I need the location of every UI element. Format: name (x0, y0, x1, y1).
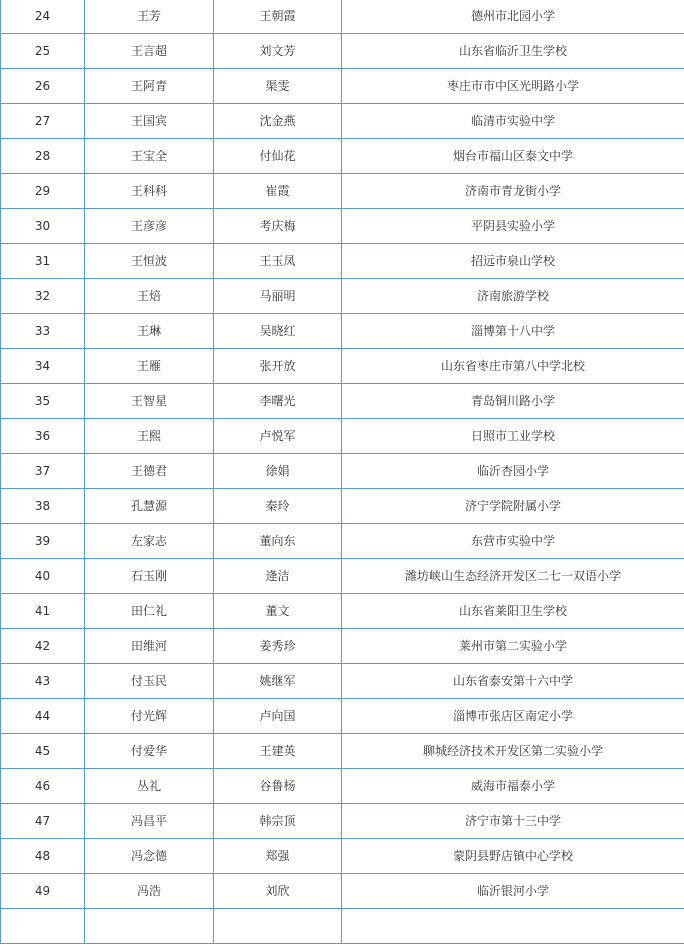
school-cell: 平阴县实验小学 (342, 209, 684, 244)
name-cell: 田维河 (85, 629, 214, 664)
mentor-cell: 崔霞 (214, 174, 342, 209)
table-row (1, 139, 684, 174)
mentor-cell (214, 909, 342, 944)
table-row (1, 174, 684, 209)
school-cell: 潍坊峡山生态经济开发区二七一双语小学 (342, 559, 684, 594)
name-cell: 王芳 (85, 0, 214, 34)
name-cell: 田仁礼 (85, 594, 214, 629)
table-row (1, 244, 684, 279)
mentor-cell: 付仙花 (214, 139, 342, 174)
mentor-cell: 马丽明 (214, 279, 342, 314)
table-row (1, 524, 684, 559)
school-cell: 淄博市张店区南定小学 (342, 699, 684, 734)
school-cell: 东营市实验中学 (342, 524, 684, 559)
school-cell: 德州市北园小学 (342, 0, 684, 34)
mentor-cell: 吴晓红 (214, 314, 342, 349)
table-body (1, 0, 684, 944)
school-cell: 淄博第十八中学 (342, 314, 684, 349)
row-number-cell: 48 (1, 839, 85, 874)
mentor-cell: 董向东 (214, 524, 342, 559)
mentor-cell: 沈金燕 (214, 104, 342, 139)
row-number-cell: 43 (1, 664, 85, 699)
name-cell: 王国宾 (85, 104, 214, 139)
mentor-cell: 谷鲁杨 (214, 769, 342, 804)
row-number-cell: 36 (1, 419, 85, 454)
mentor-cell: 考庆梅 (214, 209, 342, 244)
mentor-cell: 秦玲 (214, 489, 342, 524)
table-row (1, 909, 684, 944)
name-cell: 付玉民 (85, 664, 214, 699)
mentor-cell: 刘欣 (214, 874, 342, 909)
table-row (1, 0, 684, 34)
name-cell: 孔慧源 (85, 489, 214, 524)
row-number-cell: 29 (1, 174, 85, 209)
school-cell: 日照市工业学校 (342, 419, 684, 454)
school-cell (342, 909, 684, 944)
school-cell: 济宁市第十三中学 (342, 804, 684, 839)
row-number-cell: 24 (1, 0, 85, 34)
mentor-cell: 郑强 (214, 839, 342, 874)
name-cell: 王智星 (85, 384, 214, 419)
school-cell: 招远市泉山学校 (342, 244, 684, 279)
name-cell: 付光辉 (85, 699, 214, 734)
row-number-cell: 46 (1, 769, 85, 804)
mentor-cell: 韩宗顶 (214, 804, 342, 839)
name-cell: 付爱华 (85, 734, 214, 769)
table-row (1, 454, 684, 489)
mentor-cell: 姜秀珍 (214, 629, 342, 664)
name-cell: 冯昌平 (85, 804, 214, 839)
row-number-cell: 40 (1, 559, 85, 594)
name-cell: 王德君 (85, 454, 214, 489)
row-number-cell: 45 (1, 734, 85, 769)
mentor-cell: 卢悦军 (214, 419, 342, 454)
row-number-cell: 42 (1, 629, 85, 664)
row-number-cell: 32 (1, 279, 85, 314)
name-cell: 王恒波 (85, 244, 214, 279)
row-number-cell: 49 (1, 874, 85, 909)
mentor-cell: 卢向国 (214, 699, 342, 734)
school-cell: 济南市青龙街小学 (342, 174, 684, 209)
school-cell: 山东省临沂卫生学校 (342, 34, 684, 69)
name-cell: 王言超 (85, 34, 214, 69)
name-cell: 王阿青 (85, 69, 214, 104)
school-cell: 济宁学院附属小学 (342, 489, 684, 524)
name-cell: 王焙 (85, 279, 214, 314)
row-number-cell: 39 (1, 524, 85, 559)
row-number-cell: 47 (1, 804, 85, 839)
name-cell: 王雁 (85, 349, 214, 384)
table-row (1, 279, 684, 314)
mentor-cell: 王玉凤 (214, 244, 342, 279)
school-cell: 济南旅游学校 (342, 279, 684, 314)
mentor-cell: 刘文芳 (214, 34, 342, 69)
table-row (1, 594, 684, 629)
name-cell: 王科科 (85, 174, 214, 209)
row-number-cell: 25 (1, 34, 85, 69)
table-row (1, 699, 684, 734)
table-row (1, 419, 684, 454)
school-cell: 枣庄市市中区光明路小学 (342, 69, 684, 104)
row-number-cell: 34 (1, 349, 85, 384)
school-cell: 山东省枣庄市第八中学北校 (342, 349, 684, 384)
mentor-cell: 李曙光 (214, 384, 342, 419)
row-number-cell: 31 (1, 244, 85, 279)
mentor-cell: 渠雯 (214, 69, 342, 104)
table-row (1, 314, 684, 349)
name-cell (85, 909, 214, 944)
table-row (1, 629, 684, 664)
mentor-cell: 徐娟 (214, 454, 342, 489)
school-cell: 山东省莱阳卫生学校 (342, 594, 684, 629)
table-row (1, 209, 684, 244)
mentor-cell: 姚继军 (214, 664, 342, 699)
school-cell: 威海市福泰小学 (342, 769, 684, 804)
table-row (1, 349, 684, 384)
row-number-cell (1, 909, 85, 944)
name-cell: 冯念德 (85, 839, 214, 874)
school-cell: 烟台市福山区泰文中学 (342, 139, 684, 174)
table-row (1, 664, 684, 699)
table-row (1, 384, 684, 419)
school-cell: 蒙阴县野店镇中心学校 (342, 839, 684, 874)
name-cell: 王琳 (85, 314, 214, 349)
school-cell: 山东省泰安第十六中学 (342, 664, 684, 699)
row-number-cell: 38 (1, 489, 85, 524)
table-row (1, 874, 684, 909)
table-row (1, 104, 684, 139)
school-cell: 临沂银河小学 (342, 874, 684, 909)
school-cell: 临沂杏园小学 (342, 454, 684, 489)
school-cell: 莱州市第二实验小学 (342, 629, 684, 664)
table-row (1, 734, 684, 769)
table-row (1, 34, 684, 69)
mentor-cell: 逄洁 (214, 559, 342, 594)
row-number-cell: 27 (1, 104, 85, 139)
table-row (1, 489, 684, 524)
table-row (1, 559, 684, 594)
table-row (1, 769, 684, 804)
row-number-cell: 37 (1, 454, 85, 489)
name-cell: 冯浩 (85, 874, 214, 909)
school-cell: 聊城经济技术开发区第二实验小学 (342, 734, 684, 769)
school-cell: 临清市实验中学 (342, 104, 684, 139)
name-cell: 石玉刚 (85, 559, 214, 594)
row-number-cell: 33 (1, 314, 85, 349)
table-row (1, 839, 684, 874)
name-cell: 丛礼 (85, 769, 214, 804)
mentor-cell: 王建英 (214, 734, 342, 769)
row-number-cell: 44 (1, 699, 85, 734)
table-row (1, 69, 684, 104)
row-number-cell: 30 (1, 209, 85, 244)
name-cell: 王彦彦 (85, 209, 214, 244)
mentor-cell: 董文 (214, 594, 342, 629)
table-row (1, 804, 684, 839)
row-number-cell: 28 (1, 139, 85, 174)
row-number-cell: 26 (1, 69, 85, 104)
school-cell: 青岛铜川路小学 (342, 384, 684, 419)
row-number-cell: 35 (1, 384, 85, 419)
mentor-cell: 王朝霞 (214, 0, 342, 34)
name-cell: 王宝全 (85, 139, 214, 174)
name-cell: 王熙 (85, 419, 214, 454)
row-number-cell: 41 (1, 594, 85, 629)
mentor-cell: 张开放 (214, 349, 342, 384)
name-cell: 左家志 (85, 524, 214, 559)
